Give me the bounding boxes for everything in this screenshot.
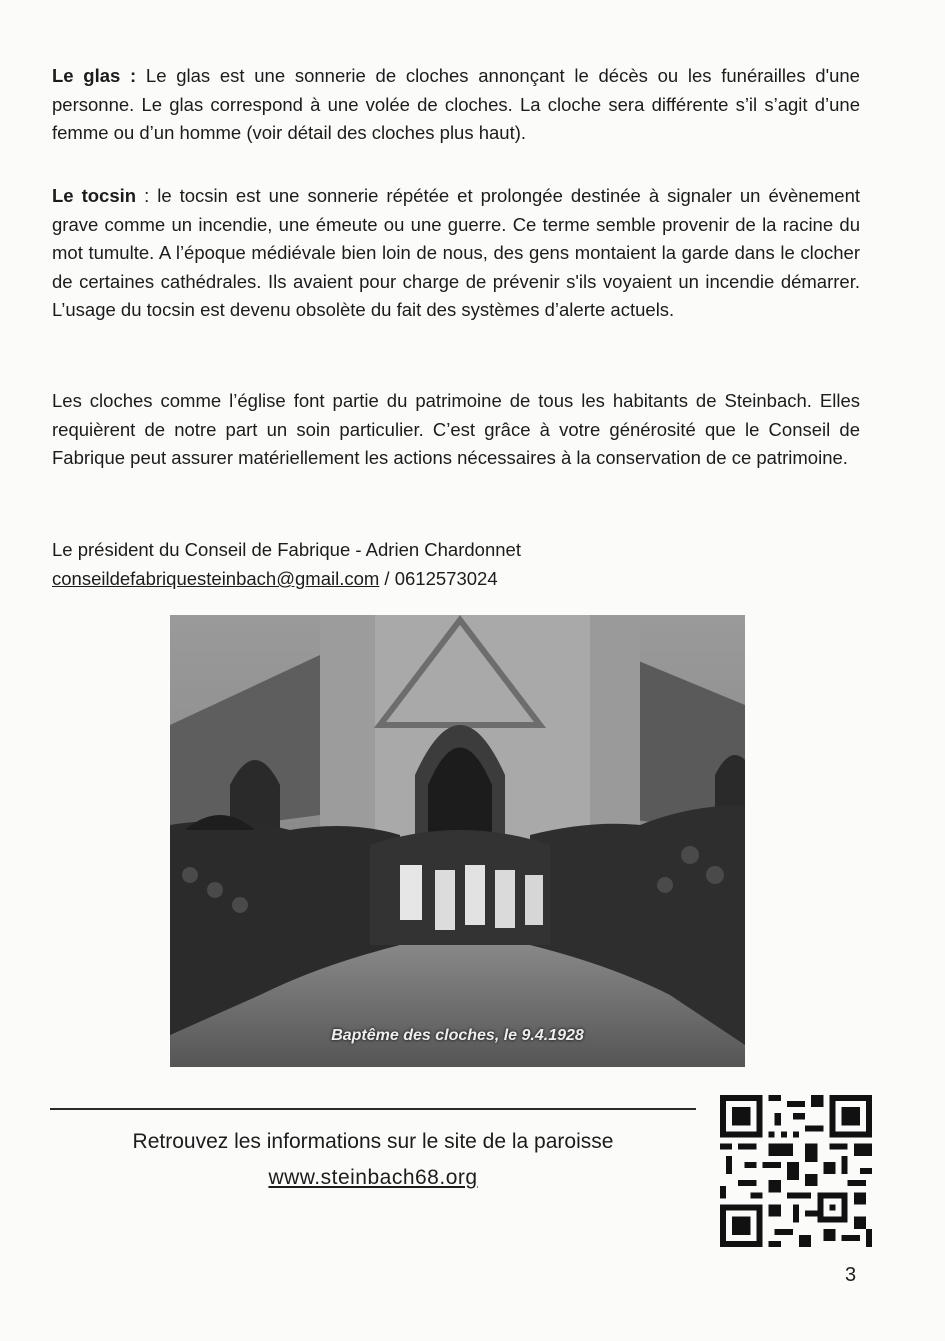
historic-photo — [170, 615, 745, 1067]
footer-text: Retrouvez les informations sur le site de la paroisse — [132, 1130, 614, 1153]
footer-divider — [50, 1108, 696, 1110]
term-glas: Le glas : — [52, 65, 137, 86]
text-cloches: Les cloches comme l’église font partie du patrimoine de tous les habitants de Steinbach. Elles requièrent de notre part un soin particulier. C’est grâce à votre générosité que le Conseil de Fabrique peut assurer matériellement les actions nécessaires à la conservation de ce patrimoine. — [52, 390, 860, 469]
photo-caption: Baptême des cloches, le 9.4.1928 — [331, 1027, 584, 1044]
term-tocsin: Le tocsin — [52, 185, 137, 206]
text-glas: Le glas est une sonnerie de cloches annonçant le décès ou les funérailles d'une personne. Le glas correspond à une volée de cloches. La cloche sera différente s’il s’agit d’une femme ou d’un homme (voir détail des cloches plus haut). — [52, 65, 860, 144]
email-link[interactable]: conseildefabriquesteinbach@gmail.com — [52, 568, 380, 589]
church-photo-illustration — [170, 615, 745, 1067]
qr-code-icon — [720, 1095, 872, 1247]
page-number: 3 — [845, 1264, 857, 1286]
website-link[interactable]: www.steinbach68.org — [268, 1166, 478, 1189]
paragraph-tocsin — [52, 182, 860, 325]
footer-website — [50, 1166, 696, 1190]
phone-number: / 0612573024 — [379, 568, 498, 589]
signature-block — [52, 535, 521, 593]
text-tocsin: : le tocsin est une sonnerie répétée et prolongée destinée à signaler un évènement grave comme un incendie, une émeute ou une guerre. Ce terme semble provenir de la racine du mot tumulte. A l’époque médiévale bien loin de nous, des gens montaient la garde dans le clocher de certaines cathédrales. Ils avaient pour charge de prévenir s'ils voyaient un incendie démarrer. L’usage du tocsin est devenu obsolète du fait des systèmes d’alerte actuels. — [52, 185, 860, 321]
paragraph-glas — [52, 62, 860, 148]
signature-name: Le président du Conseil de Fabrique - Adrien Chardonnet — [52, 539, 521, 560]
contact-line — [52, 564, 521, 593]
paragraph-cloches — [52, 387, 860, 473]
